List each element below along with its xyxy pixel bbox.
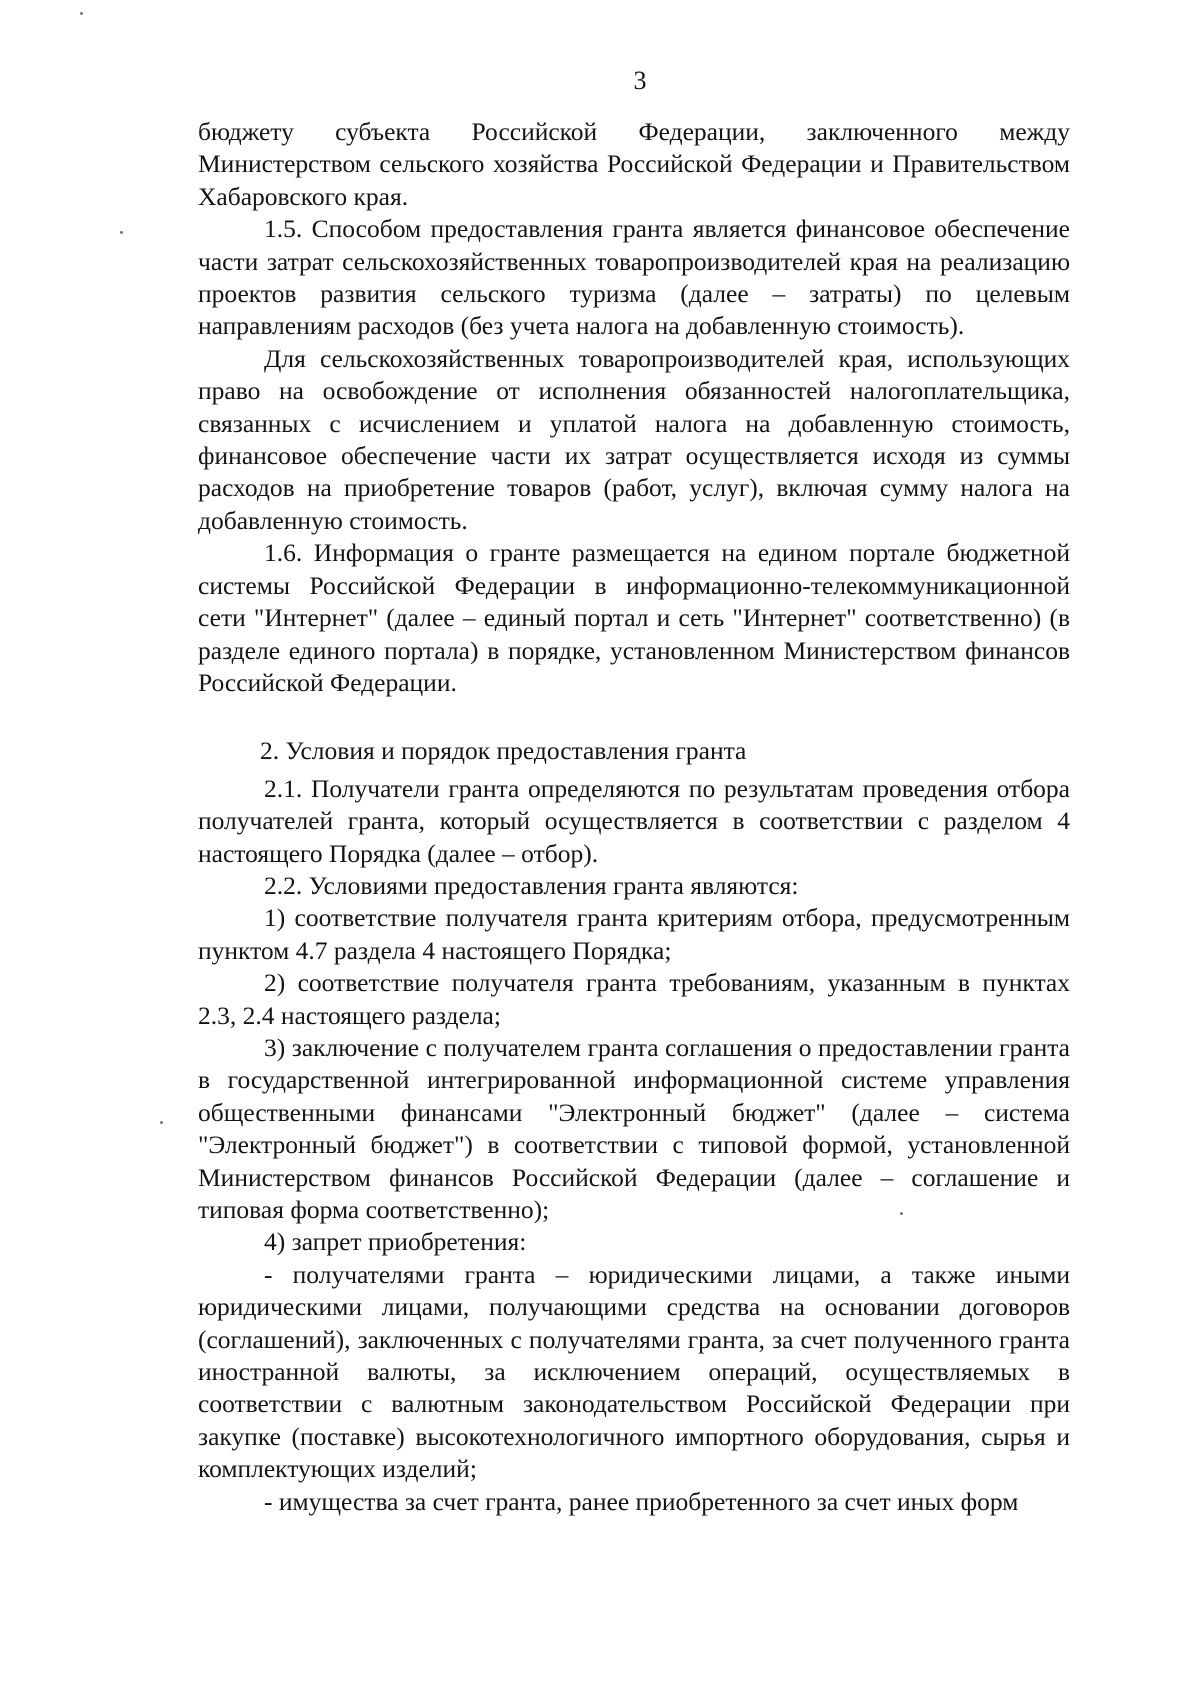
list-item-1: 1) соответствие получателя гранта критериям отбора, предусмотренным пунктом 4.7 раздела 4 настоящего Порядка; (198, 903, 1070, 965)
list-item-2: 2) соответствие получателя гранта требованиям, указанным в пунктах 2.3, 2.4 настоящего раздела; (198, 968, 1070, 1030)
page-number: 3 (633, 66, 647, 95)
paragraph-1-5: 1.5. Способом предоставления гранта является финансовое обеспечение части затрат сельскохозяйственных товаропроизводителей края на реализацию проектов развития сельского туризма (далее – затраты) по целевым направлениям расходов (без учета налога на добавленную стоимость). (198, 214, 1070, 341)
paragraph-1-6: 1.6. Информация о гранте размещается на едином портале бюджетной системы Российской Федерации в информационно-телекоммуникационной сети "Интернет" (далее – единый портал и сеть "Интернет" соответственно) (в разделе единого портала) в порядке, установленном Министерством финансов Российской Федерации. (198, 538, 1070, 697)
paragraph-vat-exempt: Для сельскохозяйственных товаропроизводителей края, использующих право на освобождение от исполнения обязанностей налогоплательщика, связанных с исчислением и уплатой налога на добавленную стоимость, финансовое обеспечение части их затрат осуществляется исходя из суммы расходов на приобретение товаров (работ, услуг), включая сумму налога на добавленную стоимость. (198, 343, 1070, 535)
dash-item-property: - имущества за счет гранта, ранее приобретенного за счет иных форм (264, 1486, 1019, 1516)
scan-speck (80, 12, 83, 15)
document-body (198, 116, 1070, 1518)
scan-speck (120, 231, 123, 234)
list-item-4: 4) запрет приобретения: (264, 1227, 527, 1257)
paragraph-continuation: бюджету субъекта Российской Федерации, заключенного между Министерством сельского хозяйства Российской Федерации и Правительством Хабаровского края. (198, 117, 1070, 211)
scan-speck (160, 1121, 163, 1124)
section-heading: 2. Условия и порядок предоставления гранта (260, 736, 747, 766)
dash-item-currency: - получателями гранта – юридическими лицами, а также иными юридическими лицами, получающими средства на основании договоров (соглашений), заключенных с получателями гранта, за счет полученного гранта иностранной валюты, за исключением операций, осуществляемых в соответствии с валютным законодательством Российской Федерации при закупке (поставке) высокотехнологичного импортного оборудования, сырья и комплектующих изделий; (198, 1259, 1070, 1484)
scan-speck (900, 1212, 903, 1215)
paragraph-2-1: 2.1. Получатели гранта определяются по результатам проведения отбора получателей гранта, который осуществляется в соответствии с разделом 4 настоящего Порядка (далее – отбор). (198, 773, 1070, 868)
list-item-3: 3) заключение с получателем гранта соглашения о предоставлении гранта в государственной интегрированной информационной системе управления общественными финансами "Электронный бюджет" (далее – система "Электронный бюджет") в соответствии с типовой формой, установленной Министерством финансов Российской Федерации (далее – соглашение и типовая форма соответственно); (198, 1032, 1070, 1224)
paragraph-2-2: 2.2. Условиями предоставления гранта являются: (264, 870, 799, 900)
